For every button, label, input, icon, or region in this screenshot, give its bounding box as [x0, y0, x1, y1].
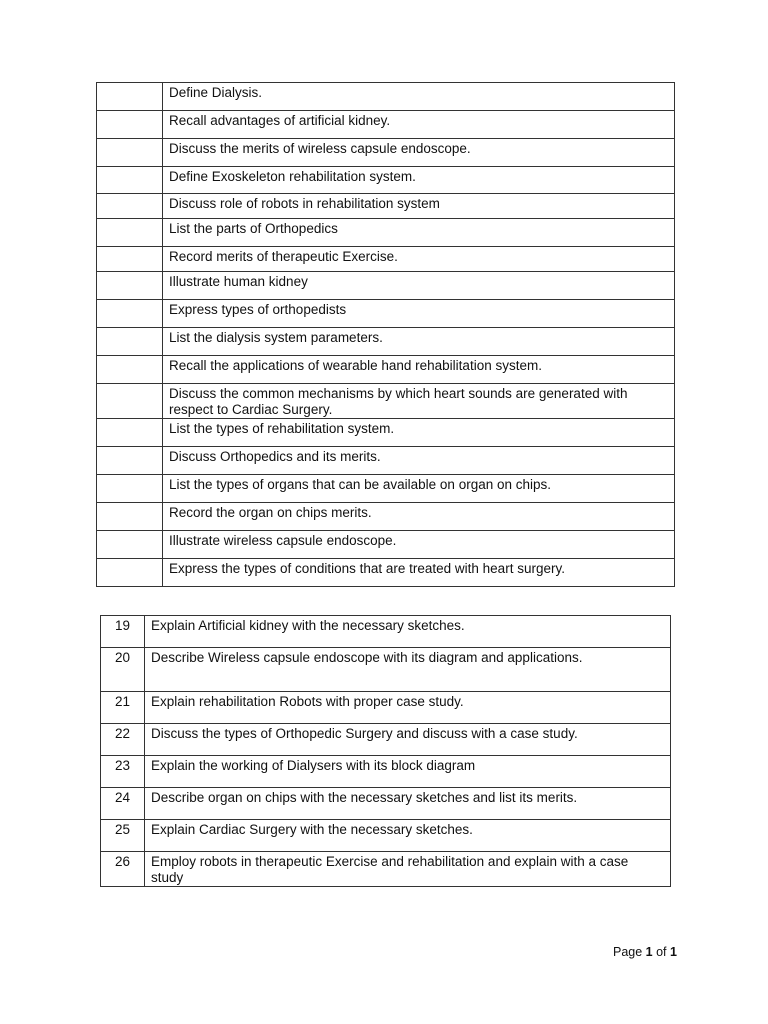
table-row [97, 531, 675, 559]
question-number [97, 328, 163, 356]
question-number [97, 194, 163, 219]
question-text: Express the types of conditions that are treated with heart surgery. [163, 559, 675, 587]
question-text: List the types of organs that can be available on organ on chips. [163, 475, 675, 503]
question-text: Define Exoskeleton rehabilitation system. [163, 167, 675, 194]
question-text: Describe Wireless capsule endoscope with its diagram and applications. [145, 648, 671, 692]
question-text: Discuss the types of Orthopedic Surgery and discuss with a case study. [145, 724, 671, 756]
page-footer [613, 945, 677, 959]
table-row [101, 616, 671, 648]
question-number: 26 [101, 852, 145, 887]
question-text: Explain Cardiac Surgery with the necessary sketches. [145, 820, 671, 852]
table-row [97, 167, 675, 194]
question-text: Illustrate wireless capsule endoscope. [163, 531, 675, 559]
question-number [97, 475, 163, 503]
question-number: 23 [101, 756, 145, 788]
question-text: Discuss role of robots in rehabilitation system [163, 194, 675, 219]
table-row [97, 503, 675, 531]
page-total: 1 [670, 945, 677, 959]
question-number [97, 272, 163, 300]
question-text: Record merits of therapeutic Exercise. [163, 247, 675, 272]
question-text: Explain the working of Dialysers with its block diagram [145, 756, 671, 788]
question-number [97, 83, 163, 111]
question-text: List the dialysis system parameters. [163, 328, 675, 356]
question-number [97, 503, 163, 531]
table-row [101, 724, 671, 756]
question-number: 24 [101, 788, 145, 820]
question-number: 20 [101, 648, 145, 692]
question-text: Discuss the merits of wireless capsule endoscope. [163, 139, 675, 167]
question-number: 21 [101, 692, 145, 724]
table-row [97, 447, 675, 475]
question-text: Discuss the common mechanisms by which heart sounds are generated with respect to Cardiac Surgery. [163, 384, 675, 419]
table-row [97, 247, 675, 272]
table-row [97, 219, 675, 247]
question-text: List the parts of Orthopedics [163, 219, 675, 247]
table-row [97, 300, 675, 328]
table-row [101, 756, 671, 788]
question-number [97, 167, 163, 194]
question-text: Illustrate human kidney [163, 272, 675, 300]
question-number [97, 111, 163, 139]
question-number [97, 384, 163, 419]
question-number [97, 531, 163, 559]
table-row [101, 692, 671, 724]
short-questions-table [96, 82, 675, 587]
question-number [97, 139, 163, 167]
table-row [97, 419, 675, 447]
page-label: Page [613, 945, 646, 959]
question-number [97, 247, 163, 272]
question-number [97, 219, 163, 247]
question-text: Employ robots in therapeutic Exercise and rehabilitation and explain with a case study [145, 852, 671, 887]
question-number: 25 [101, 820, 145, 852]
long-questions-table [100, 615, 671, 887]
table-row [97, 272, 675, 300]
page-current: 1 [645, 945, 653, 959]
table-row [97, 83, 675, 111]
table-row [101, 852, 671, 887]
question-number: 19 [101, 616, 145, 648]
table-row [101, 788, 671, 820]
question-text: Explain rehabilitation Robots with proper case study. [145, 692, 671, 724]
table-row [97, 559, 675, 587]
question-number [97, 356, 163, 384]
question-number [97, 447, 163, 475]
table-row [97, 111, 675, 139]
page-of: of [652, 945, 670, 959]
question-text: Discuss Orthopedics and its merits. [163, 447, 675, 475]
table-row [97, 384, 675, 419]
question-text: Recall advantages of artificial kidney. [163, 111, 675, 139]
question-number [97, 300, 163, 328]
question-text: Record the organ on chips merits. [163, 503, 675, 531]
question-text: Describe organ on chips with the necessary sketches and list its merits. [145, 788, 671, 820]
table-row [97, 194, 675, 219]
question-text: Express types of orthopedists [163, 300, 675, 328]
question-number: 22 [101, 724, 145, 756]
table-row [97, 475, 675, 503]
question-text: Recall the applications of wearable hand rehabilitation system. [163, 356, 675, 384]
question-text: Define Dialysis. [163, 83, 675, 111]
table-row [97, 356, 675, 384]
question-text: List the types of rehabilitation system. [163, 419, 675, 447]
table-row [97, 328, 675, 356]
table-row [97, 139, 675, 167]
question-number [97, 559, 163, 587]
question-number [97, 419, 163, 447]
table-row [101, 820, 671, 852]
question-text: Explain Artificial kidney with the necessary sketches. [145, 616, 671, 648]
table-row [101, 648, 671, 692]
